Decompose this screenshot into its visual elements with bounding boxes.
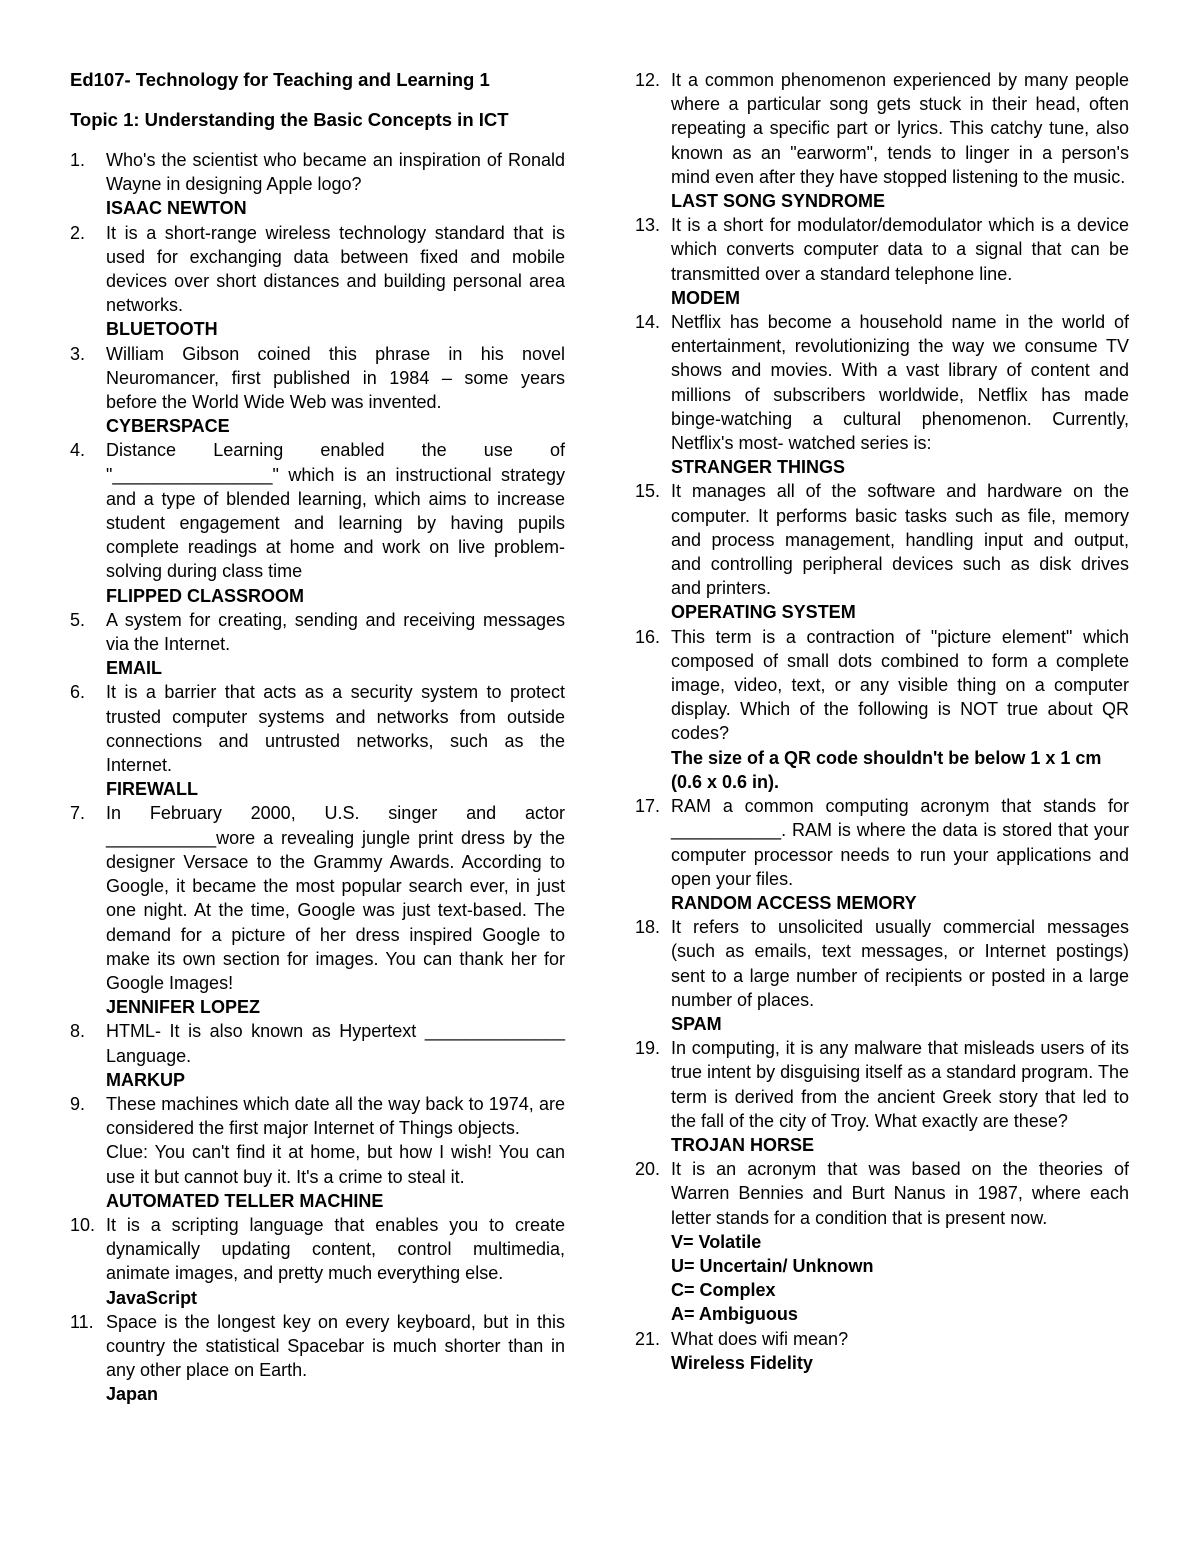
- question-item: [635, 1036, 1129, 1157]
- left-column: [70, 68, 565, 1407]
- question-number: 11.: [70, 1311, 94, 1332]
- question-item: [635, 1327, 1129, 1375]
- question-number: 4.: [70, 440, 86, 461]
- question-item: [635, 213, 1129, 310]
- answer-text: LAST SONG SYNDROME: [671, 191, 886, 212]
- answer-text: AUTOMATED TELLER MACHINE: [106, 1190, 384, 1211]
- question-text: These machines which date all the way back to 1974, are considered the first major Internet of Things objects.: [106, 1093, 565, 1139]
- question-number: 3.: [70, 343, 86, 364]
- answer-text: MARKUP: [106, 1069, 185, 1090]
- question-number: 21.: [635, 1328, 661, 1349]
- question-clue: Clue: You can't find it at home, but how I wish! You can use it but cannot buy it. It's a crime to steal it.: [106, 1142, 565, 1187]
- answer-text: EMAIL: [106, 658, 162, 679]
- question-text: It is a short for modulator/demodulator which is a device which converts computer data to a signal that can be transmitted over a standard telephone line.: [671, 215, 1129, 284]
- question-text: It is a short-range wireless technology standard that is used for exchanging data between fixed and mobile devices over short distances and building personal area networks.: [106, 222, 565, 316]
- question-number: 9.: [70, 1093, 86, 1114]
- question-number: 15.: [635, 481, 661, 502]
- question-text: It refers to unsolicited usually commercial messages (such as emails, text messages, or Internet postings) sent to a large number of recipients or posted in a large number of places.: [671, 917, 1129, 1010]
- answer-line: V= Volatile: [671, 1231, 762, 1252]
- question-number: 5.: [70, 609, 86, 630]
- question-item: [70, 342, 565, 439]
- answer-text: BLUETOOTH: [106, 319, 218, 340]
- answer-text: The size of a QR code shouldn't be below 1 x 1 cm (0.6 x 0.6 in).: [671, 747, 1102, 792]
- question-item: [70, 148, 565, 221]
- answer-text: JENNIFER LOPEZ: [106, 997, 261, 1018]
- answer-text: SPAM: [671, 1013, 722, 1034]
- answer-text: ISAAC NEWTON: [106, 198, 247, 219]
- question-number: 19.: [635, 1038, 661, 1059]
- document-title: Ed107- Technology for Teaching and Learning 1: [70, 69, 490, 90]
- answer-text: STRANGER THINGS: [671, 457, 846, 478]
- question-item: [635, 794, 1129, 915]
- question-number: 10.: [70, 1214, 96, 1235]
- answer-lines: [671, 1230, 1129, 1327]
- question-number: 6.: [70, 682, 86, 703]
- question-text: It manages all of the software and hardware on the computer. It performs basic tasks such as file, memory and process management, handling input and output, and controlling peripheral devices such as disk drives and printers.: [671, 481, 1129, 599]
- answer-line: A= Ambiguous: [671, 1304, 798, 1325]
- question-item: [70, 438, 565, 607]
- answer-text: TROJAN HORSE: [671, 1134, 815, 1155]
- question-text: This term is a contraction of "picture element" which composed of small dots combined to form a complete image, video, text, or any visible thing on a computer display. Which of the following is NOT true about QR codes?: [671, 626, 1129, 744]
- question-text: What does wifi mean?: [671, 1328, 849, 1349]
- answer-line: C= Complex: [671, 1280, 776, 1301]
- question-number: 8.: [70, 1021, 86, 1042]
- question-item: [70, 608, 565, 681]
- answer-text: FIREWALL: [106, 779, 198, 800]
- answer-line: U= Uncertain/ Unknown: [671, 1255, 874, 1276]
- question-text: It is an acronym that was based on the theories of Warren Bennies and Burt Nanus in 1987, where each letter stands for a condition that is present now.: [671, 1159, 1129, 1228]
- answer-text: OPERATING SYSTEM: [671, 602, 856, 623]
- question-number: 16.: [635, 626, 661, 647]
- question-item: [70, 1092, 565, 1213]
- question-item: [70, 1310, 565, 1407]
- question-text: Distance Learning enabled the use of "________________" which is an instructional strategy and a type of blended learning, which aims to increase student engagement and learning by having pupils complete readings at home and work on live problem-solving during class time: [106, 440, 565, 582]
- question-text: In February 2000, U.S. singer and actor ___________wore a revealing jungle print dress by the designer Versace to the Grammy Awards. According to Google, it became the most popular search ever, in just one night. At the time, Google was just text-based. The demand for a picture of her dress inspired Google to make its own section for images. You can thank her for Google Images!: [106, 803, 565, 993]
- question-text: Space is the longest key on every keyboard, but in this country the statistical Spacebar is much shorter than in any other place on Earth.: [106, 1311, 565, 1381]
- answer-text: Wireless Fidelity: [671, 1352, 813, 1373]
- question-item: [635, 310, 1129, 479]
- question-text: RAM a common computing acronym that stands for ___________. RAM is where the data is stored that your computer processor needs to run your applications and open your files.: [671, 796, 1129, 889]
- topic-heading: Topic 1: Understanding the Basic Concepts in ICT: [70, 109, 509, 130]
- question-number: 2.: [70, 222, 86, 243]
- question-item: [70, 1019, 565, 1092]
- question-text: HTML- It is also known as Hypertext ______________ Language.: [106, 1021, 565, 1066]
- question-item: [70, 801, 565, 1019]
- question-number: 17.: [635, 796, 661, 817]
- question-number: 13.: [635, 215, 661, 236]
- answer-text: JavaScript: [106, 1287, 198, 1308]
- question-number: 12.: [635, 70, 661, 90]
- question-number: 7.: [70, 803, 86, 824]
- question-text: Netflix has become a household name in the world of entertainment, revolutionizing the way we consume TV shows and movies. With a vast library of content and millions of subscribers worldwide, Netflix has made binge-watching a cultural phenomenon. Currently, Netflix's most- watched series is:: [671, 312, 1129, 454]
- question-text: It is a barrier that acts as a security system to protect trusted computer systems and networks from outside connections and untrusted networks, such as the Internet.: [106, 682, 565, 776]
- question-number: 14.: [635, 312, 661, 333]
- answer-text: MODEM: [671, 287, 740, 308]
- question-text: It a common phenomenon experienced by many people where a particular song gets stuck in their head, often repeating a specific part or lyrics. This catchy tune, also known as an "earworm", tends to linger in a person's mind even after they have stopped listening to the music.: [671, 70, 1129, 187]
- question-item: [635, 1157, 1129, 1326]
- question-number: 20.: [635, 1159, 661, 1180]
- question-item: [635, 68, 1129, 213]
- question-item: [70, 221, 565, 342]
- answer-text: CYBERSPACE: [106, 416, 230, 437]
- right-column: [635, 68, 1129, 1375]
- question-text: It is a scripting language that enables you to create dynamically updating content, control multimedia, animate images, and pretty much everything else.: [106, 1214, 565, 1284]
- question-item: [70, 680, 565, 801]
- answer-text: Japan: [106, 1384, 159, 1405]
- question-number: 1.: [70, 150, 86, 170]
- question-text: William Gibson coined this phrase in his novel Neuromancer, first published in 1984 – some years before the World Wide Web was invented.: [106, 343, 565, 413]
- question-number: 18.: [635, 917, 661, 938]
- question-item: [635, 915, 1129, 1036]
- question-text: A system for creating, sending and receiving messages via the Internet.: [106, 609, 565, 655]
- question-text: In computing, it is any malware that misleads users of its true intent by disguising itself as a standard program. The term is derived from the ancient Greek story that led to the fall of the city of Troy. What exactly are these?: [671, 1038, 1129, 1131]
- question-text: Who's the scientist who became an inspiration of Ronald Wayne in designing Apple logo?: [106, 150, 565, 195]
- question-item: [635, 479, 1129, 624]
- answer-text: RANDOM ACCESS MEMORY: [671, 892, 917, 913]
- question-item: [70, 1213, 565, 1310]
- question-item: [635, 625, 1129, 794]
- answer-text: FLIPPED CLASSROOM: [106, 585, 305, 606]
